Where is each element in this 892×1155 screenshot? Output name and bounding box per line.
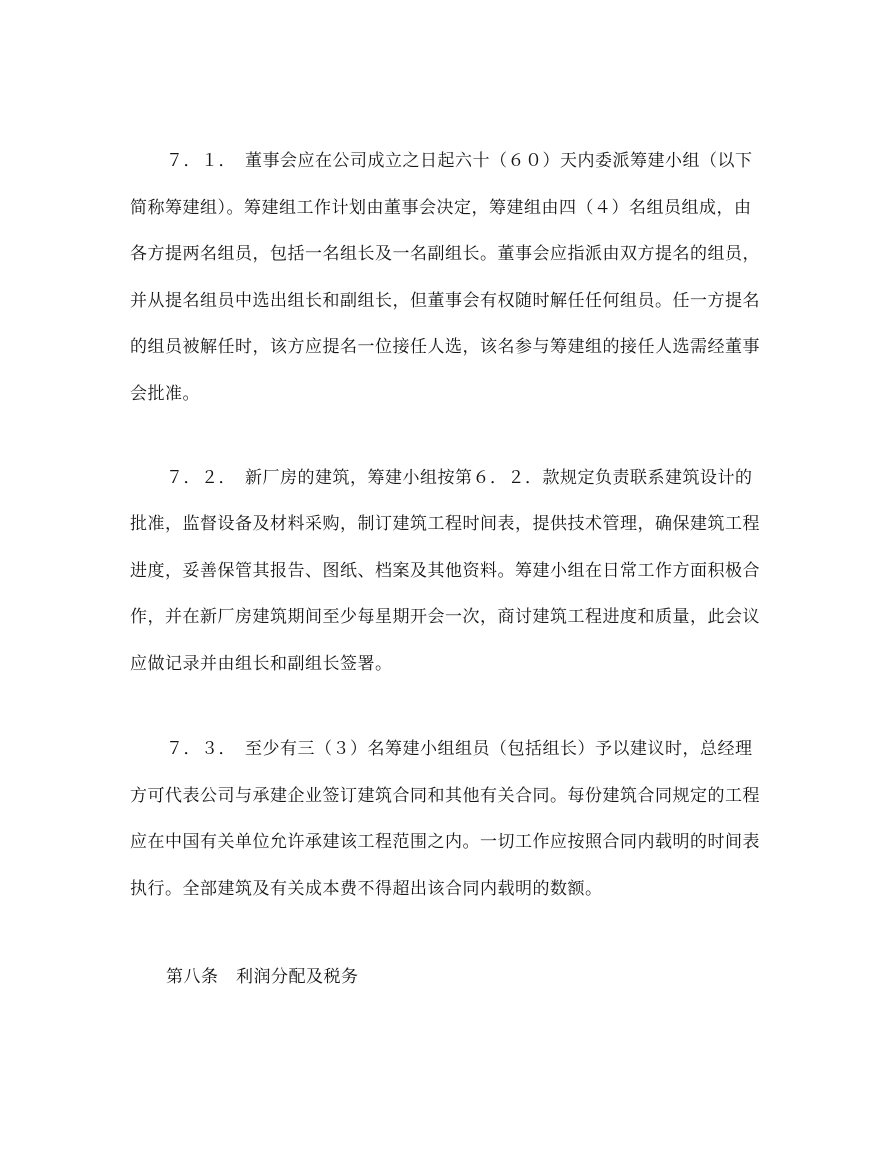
paragraph-7-1-line-3: 各方提两名组员，包括一名组长及一名副组长。董事会应指派由双方提名的组员， bbox=[130, 244, 760, 264]
section-heading-article-8: 第八条 利润分配及税务 bbox=[166, 967, 359, 987]
paragraph-7-1-line-1: ７．１． 董事会应在公司成立之日起六十（６０）天内委派筹建小组（以下 bbox=[166, 151, 753, 171]
paragraph-7-1-line-2: 简称筹建组）。筹建组工作计划由董事会决定，筹建组由四（４）名组员组成，由 bbox=[130, 198, 752, 218]
paragraph-7-2-line-4: 作，并在新厂房建筑期间至少每星期开会一次，商讨建筑工程进度和质量，此会议 bbox=[130, 607, 760, 627]
paragraph-7-1-line-4: 并从提名组员中选出组长和副组长，但董事会有权随时解任任何组员。任一方提名 bbox=[130, 291, 760, 311]
paragraph-7-2-line-5: 应做记录并由组长和副组长签署。 bbox=[130, 654, 393, 674]
paragraph-7-3-line-4: 执行。全部建筑及有关成本费不得超出该合同内载明的数额。 bbox=[130, 879, 603, 899]
paragraph-7-2-line-3: 进度，妥善保管其报告、图纸、档案及其他资料。筹建小组在日常工作方面积极合 bbox=[130, 561, 760, 581]
paragraph-7-2-line-2: 批准，监督设备及材料采购，制订建筑工程时间表，提供技术管理，确保建筑工程 bbox=[130, 514, 760, 534]
paragraph-7-3-line-1: ７．３． 至少有三（３）名筹建小组组员（包括组长）予以建议时，总经理 bbox=[166, 739, 753, 759]
paragraph-7-1-line-5: 的组员被解任时，该方应提名一位接任人选，该名参与筹建组的接任人选需经董事 bbox=[130, 337, 760, 357]
paragraph-7-3-line-2: 方可代表公司与承建企业签订建筑合同和其他有关合同。每份建筑合同规定的工程 bbox=[130, 786, 760, 806]
paragraph-7-1-line-6: 会批准。 bbox=[130, 384, 200, 404]
paragraph-7-2-line-1: ７．２． 新厂房的建筑，筹建小组按第６．２．款规定负责联系建筑设计的 bbox=[166, 468, 753, 488]
paragraph-7-3-line-3: 应在中国有关单位允许承建该工程范围之内。一切工作应按照合同内载明的时间表 bbox=[130, 832, 760, 852]
